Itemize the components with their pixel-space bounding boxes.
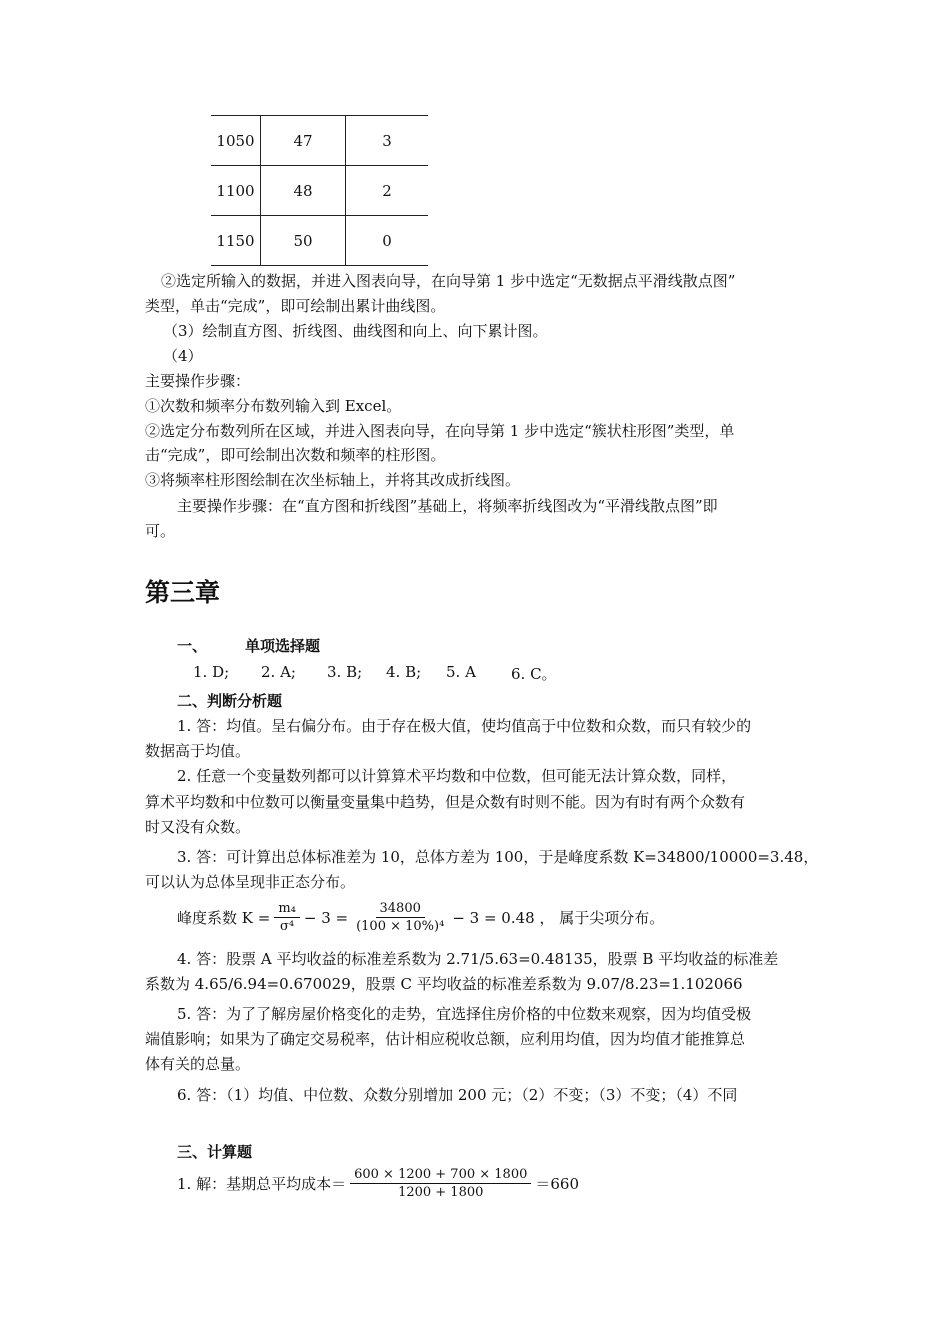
paragraph-line: 时又没有众数。 [145,818,251,836]
table-cell: 1050 [211,116,261,166]
paragraph-line: 主要操作步骤： [145,372,251,390]
paragraph-line: 可以认为总体呈现非正态分布。 [145,873,356,891]
paragraph-line: 6. 答：（1）均值、中位数、众数分别增加 200 元；（2）不变；（3）不变；（4）不同 [177,1086,738,1104]
table-cell: 0 [346,216,429,266]
paragraph-line: 算术平均数和中位数可以衡量变量集中趋势，但是众数有时则不能。因为有时有两个众数有 [145,793,746,811]
table-cell: 2 [346,166,429,216]
paragraph-line: ③将频率柱形图绘制在次坐标轴上，并将其改成折线图。 [145,471,521,489]
chapter-title: 第三章 [145,578,221,607]
table-cell: 1150 [211,216,261,266]
fraction-numerator: 600 × 1200 + 700 × 1800 [350,1166,531,1184]
paragraph-line: 可。 [145,522,176,540]
paragraph-line: 4. 答：股票 A 平均收益的标准差系数为 2.71/5.63=0.48135，股票 B 平均收益的标准差 [177,950,779,968]
paragraph-line: （3）绘制直方图、折线图、曲线图和向上、向下累计图。 [163,322,548,340]
paragraph-line: 数据高于均值。 [145,742,251,760]
answer-item: 2. A; [261,663,296,681]
answer-item: 4. B; [386,663,422,681]
paragraph-line: 1. 答：均值。呈右偏分布。由于存在极大值，使均值高于中位数和众数，而只有较少的 [177,717,752,735]
paragraph-line: 类型，单击“完成”，即可绘制出累计曲线图。 [145,297,446,315]
paragraph-line: 系数为 4.65/6.94=0.670029，股票 C 平均收益的标准差系数为 9.07/8.23=1.102066 [145,975,743,993]
table-cell: 48 [261,166,346,216]
fraction-numerator: 34800 [376,900,425,918]
formula-prefix: 1. 解：基期总平均成本＝ [177,1175,347,1193]
average-cost-formula [177,1166,579,1201]
table-row [211,166,428,216]
paragraph-line: 2. 任意一个变量数列都可以计算算术平均数和中位数，但可能无法计算众数，同样， [177,767,737,785]
paragraph-line: 体有关的总量。 [145,1055,251,1073]
frequency-table [211,115,428,266]
paragraph-line: 5. 答：为了了解房屋价格变化的走势，宜选择住房价格的中位数来观察，因为均值受极 [177,1005,752,1023]
paragraph-line: 主要操作步骤：在“直方图和折线图”基础上，将频率折线图改为“平滑线散点图”即 [177,497,718,515]
formula-prefix: 峰度系数 K = [177,909,271,927]
table-cell: 50 [261,216,346,266]
fraction-denominator: 1200 + 1800 [398,1185,484,1200]
answer-item: 6. C。 [511,665,557,683]
table-cell: 47 [261,116,346,166]
table-row [211,216,428,266]
table-cell: 3 [346,116,429,166]
paragraph-line: ②选定分布数列所在区域，并进入图表向导，在向导第 1 步中选定“簇状柱形图”类型，单 [145,422,735,440]
fraction [352,900,448,935]
fraction-numerator: m₄ [274,900,300,918]
answer-item: 1. D; [193,663,230,681]
formula-tail: − 3 = 0.48 ， 属于尖项分布。 [452,909,665,927]
section-title: 二、判断分析题 [177,692,283,710]
fraction [350,1166,531,1201]
formula-tail: ＝660 [535,1175,579,1193]
section-title: 三、计算题 [177,1143,253,1161]
paragraph-line: ②选定所输入的数据，并进入图表向导，在向导第 1 步中选定“无数据点平滑线散点图” [161,272,736,290]
paragraph-line: 端值影响；如果为了确定交易税率，估计相应税收总额，应利用均值，因为均值才能推算总 [145,1030,746,1048]
table-row [211,116,428,166]
paragraph-line: （4） [163,347,203,365]
paragraph-line: ①次数和频率分布数列输入到 Excel。 [145,397,402,415]
fraction [274,900,300,935]
table-cell: 1100 [211,166,261,216]
formula-mid: − 3 = [303,908,349,927]
answer-item: 3. B; [327,663,363,681]
paragraph-line: 3. 答：可计算出总体标准差为 10，总体方差为 100，于是峰度系数 K=34800/10000=3.48， [177,848,819,866]
fraction-denominator: (100 × 10%)⁴ [356,919,445,934]
answer-item: 5. A [446,663,476,681]
section-title: 单项选择题 [245,637,321,655]
kurtosis-formula [177,900,664,935]
paragraph-line: 击“完成”，即可绘制出次数和频率的柱形图。 [145,446,446,464]
section-number: 一、 [177,637,208,655]
fraction-denominator: σ⁴ [280,919,295,934]
